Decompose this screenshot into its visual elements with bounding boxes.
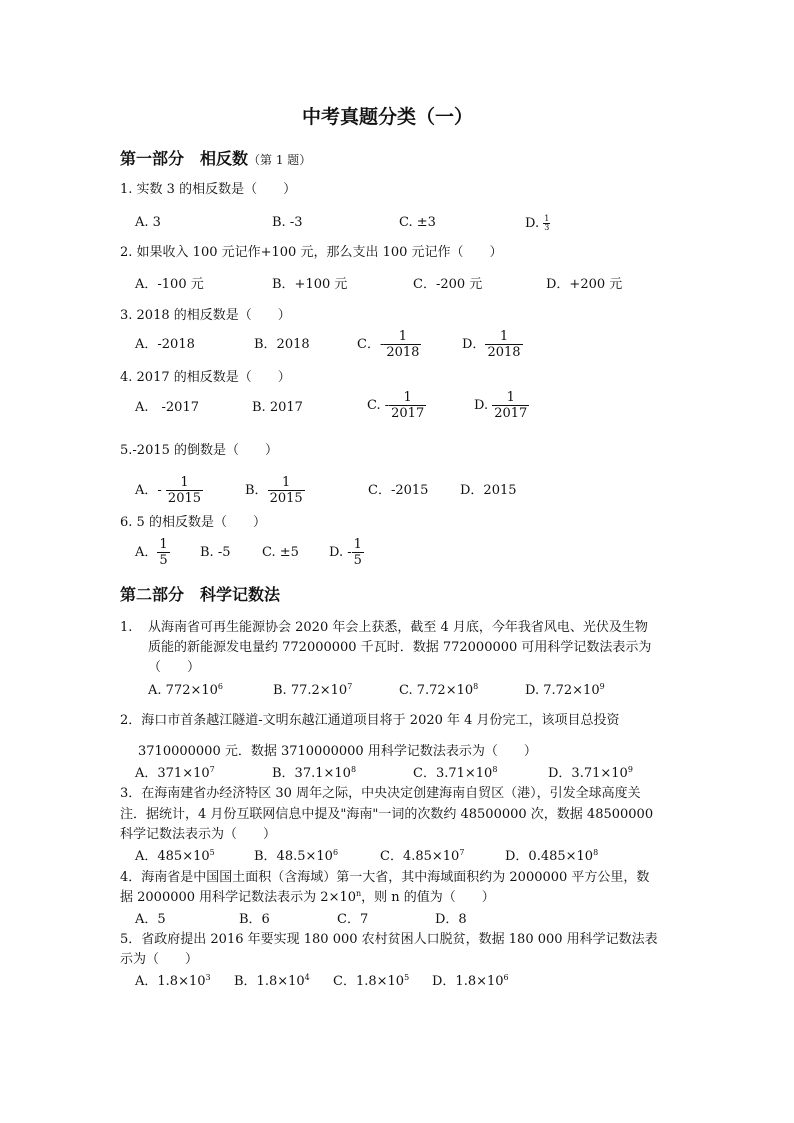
option-d-label: D．0.485×10 [505,849,594,864]
option-d: D．8 [435,912,467,927]
option-a: A．5 [135,912,166,927]
option-a [135,475,203,506]
fraction [352,537,364,568]
option-a [135,537,170,568]
question-text: 据 2000000 用科学记数法表示为 2×10 [120,890,356,905]
option-d: D．+200 元 [546,277,623,292]
option-c-label: C．- [357,337,385,352]
option-a [148,683,223,699]
option-d [462,329,523,360]
option-c [399,683,478,699]
option-d-label: D．3.71×10 [548,766,628,781]
option-b-label: B．48.5×10 [254,849,333,864]
option-d [548,766,633,782]
fraction [543,215,550,232]
option-c [413,766,497,782]
option-a: A. -2017 [135,400,199,415]
option-c [367,390,426,421]
question-line: 质能的新能源发电量约 772000000 千瓦时．数据 772000000 可用科学记数法表示为 [148,640,652,655]
question-line: （ ） [148,660,201,675]
option-a-label: A． [135,545,158,560]
fraction-denominator: 2015 [269,491,303,506]
section-heading-part2: 第二部分 科学记数法 [120,585,281,604]
question-stem: 4. 2017 的相反数是（ ） [120,370,291,385]
exponent: 4 [304,973,310,982]
question-line: 科学记数法表示为（ ） [120,827,277,842]
option-b: B. 2017 [252,400,303,415]
exponent: 7 [347,682,353,691]
fraction-denominator: 2017 [391,406,425,421]
option-b: B. -3 [272,215,303,230]
fraction [389,390,426,421]
option-b: B．2018 [254,337,310,352]
fraction-numerator: 1 [492,390,529,406]
option-a-label: A．485×10 [135,849,210,864]
exponent: 9 [627,765,633,774]
option-a-label: A．- [135,483,162,498]
exponent: 8 [593,848,599,857]
option-c: C．-2015 [368,483,429,498]
fraction-numerator: 1 [389,390,426,406]
exponent: 8 [350,765,357,774]
option-c [357,329,421,360]
option-c: C. ±3 [399,215,436,230]
option-b-label: B． [245,483,268,498]
option-c-label: C．1.8×10 [333,974,405,989]
option-d [525,683,605,699]
option-b-label: B．37.1×10 [272,766,351,781]
option-d-label: D．1.8×10 [432,974,504,989]
fraction-denominator: 2018 [386,345,420,360]
question-stem: 3. 2018 的相反数是（ ） [120,308,291,323]
option-c: C．7 [337,912,369,927]
fraction [166,475,203,506]
option-b: B. -5 [200,545,231,560]
option-d: D．2015 [460,483,517,498]
fraction-denominator: 2017 [494,406,528,421]
option-c-label: C．3.71×10 [413,766,493,781]
option-d-label: D. - [329,545,352,560]
option-a-label: A．1.8×10 [135,974,206,989]
exponent: 5 [404,973,410,982]
fraction-numerator: 1 [384,329,421,345]
page-title: 中考真题分类（一） [302,106,474,128]
fraction [157,537,169,568]
option-b [245,475,305,506]
option-b [254,849,338,865]
question-line: 4．海南省是中国国土面积（含海域）第一大省，其中海域面积约为 2000000 平方公里，数 [120,870,650,885]
fraction [485,329,522,360]
option-d-label: D. [525,216,540,231]
option-d-label: D． [462,337,486,352]
fraction-denominator: 5 [353,553,362,568]
question-line: 从海南省可再生能源协会 2020 年会上获悉，截至 4 月底，今年我省风电、光伏及生物 [148,620,648,635]
option-c: C. ±5 [262,545,299,560]
fraction-denominator: 3 [544,223,550,232]
option-d-label: D. [474,398,489,413]
option-c: C．-200 元 [413,277,483,292]
option-a: A．-2018 [135,337,195,352]
option-a: A. 3 [135,215,161,230]
option-a [135,766,215,782]
question-stem: 6. 5 的相反数是（ ） [120,515,266,530]
fraction-numerator: 1 [353,537,362,552]
exponent: 6 [503,973,509,982]
option-b-label: B．1.8×10 [234,974,305,989]
exponent: 6 [332,848,339,857]
exponent: 7 [459,848,465,857]
fraction-numerator: 1 [159,537,168,552]
option-d [525,215,550,232]
fraction-numerator: 1 [485,329,522,345]
exponent: 8 [473,682,479,691]
question-line: 2．海口市首条越江隧道-文明东越江通道项目将于 2020 年 4 月份完工，该项目总投资 [120,713,620,728]
option-b-label: B. 77.2×10 [273,683,348,698]
fraction-denominator: 2018 [487,345,521,360]
fraction-numerator: 1 [544,214,550,223]
option-c-label: C. - [367,398,390,413]
exponent: 9 [599,682,605,691]
option-b: B．6 [239,912,270,927]
option-c-label: C．4.85×10 [380,849,460,864]
option-c [333,974,409,990]
exponent: 3 [205,973,211,982]
question-line: 示为（ ） [120,952,199,967]
option-b [234,974,310,990]
option-a-label: A．371×10 [135,766,210,781]
fraction-numerator: 1 [166,475,203,491]
question-stem: 2. 如果收入 100 元记作+100 元，那么支出 100 元记作（ ） [120,245,503,260]
fraction-denominator: 2015 [167,491,202,506]
option-a [135,974,211,990]
exponent: 5 [209,848,215,857]
option-b [273,683,352,699]
exponent: n [356,889,362,898]
option-d [474,390,529,421]
question-stem: 1. 实数 3 的相反数是（ ） [120,182,297,197]
question-text: ，则 n 的值为（ ） [361,890,495,905]
exponent: 6 [217,682,223,691]
exponent: 8 [492,765,498,774]
fraction-numerator: 1 [268,475,305,491]
section-heading-part1 [120,149,311,170]
question-number: 1. [120,620,133,635]
question-line [120,890,495,906]
fraction [384,329,421,360]
question-line: 5．省政府提出 2016 年要实现 180 000 农村贫困人口脱贫，数据 180 000 用科学记数法表 [120,932,658,947]
fraction-denominator: 5 [159,553,168,568]
section-title: 第一部分 相反数 [120,149,249,168]
question-line: 注．据统计，4 月份互联网信息中提及"海南"一词的次数约 48500000 次，数据 48500000 [120,807,654,822]
option-a-label: A. 772×10 [148,683,218,698]
option-a: A．-100 元 [135,277,204,292]
fraction [492,390,529,421]
option-c [380,849,464,865]
option-c-label: C. 7.72×10 [399,683,474,698]
question-stem: 5.-2015 的倒数是（ ） [120,443,279,458]
fraction [268,475,305,506]
option-d [432,974,509,990]
question-line: 3710000000 元．数据 3710000000 用科学记数法表示为（ ） [138,744,537,759]
option-d [329,537,364,568]
exponent: 7 [209,765,215,774]
question-line: 3．在海南建省办经济特区 30 周年之际，中央决定创建海南自贸区（港），引发全球高度关 [120,786,641,801]
section-note: （第 1 题） [248,153,312,167]
option-b: B．+100 元 [272,277,348,292]
option-d [505,849,598,865]
option-a [135,849,215,865]
option-d-label: D. 7.72×10 [525,683,600,698]
option-b [272,766,356,782]
